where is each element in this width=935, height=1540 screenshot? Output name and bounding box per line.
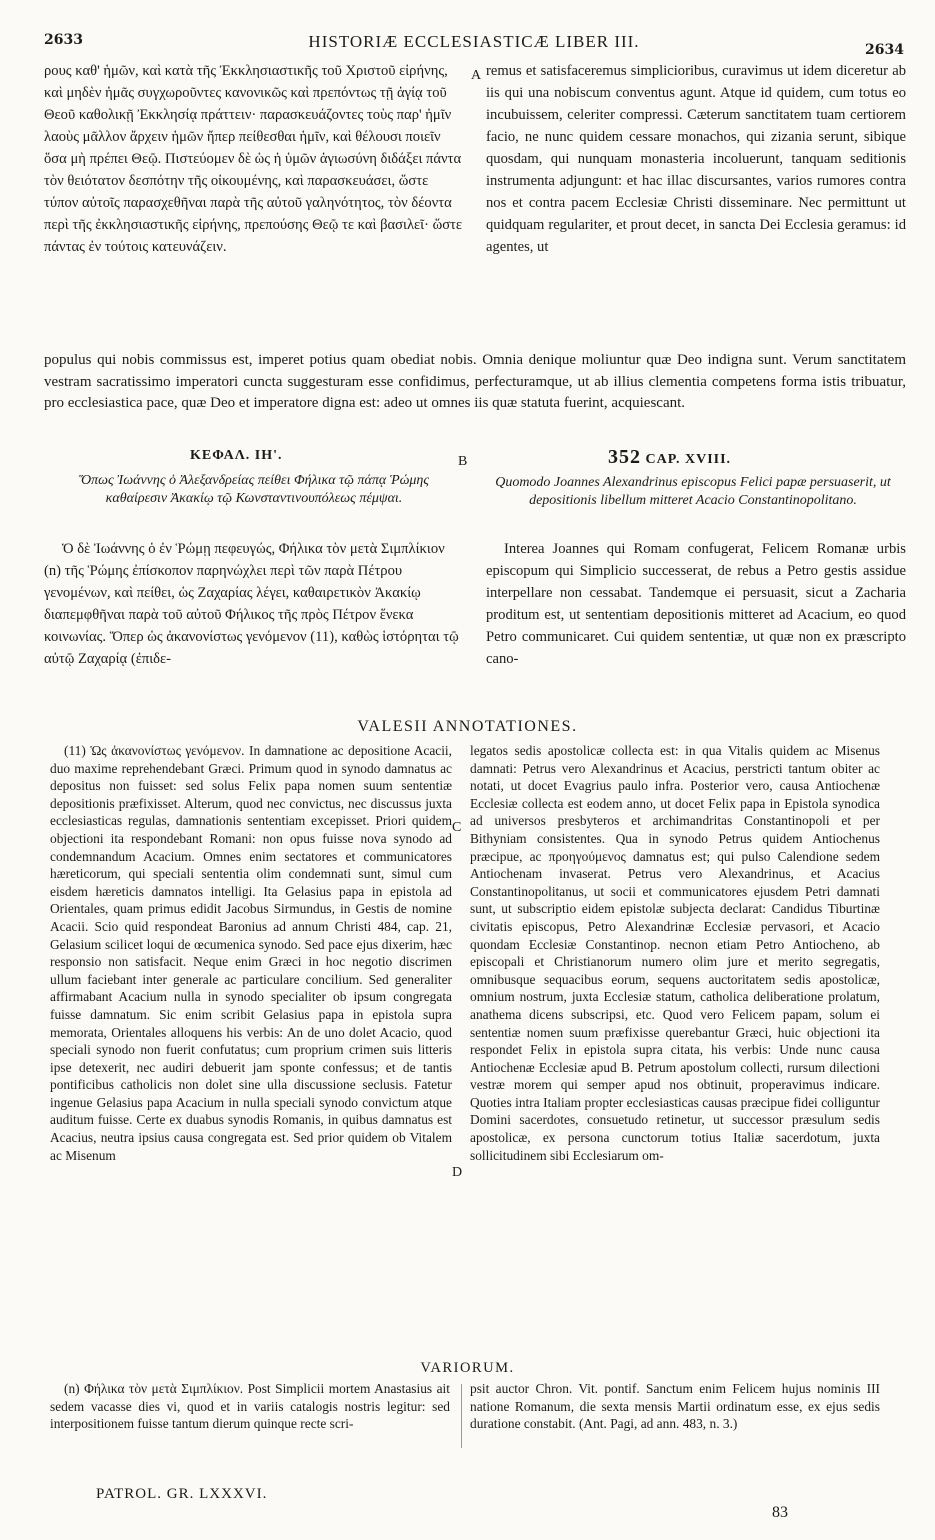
running-header	[44, 32, 904, 56]
variorum-heading: VARIORUM.	[420, 1360, 515, 1376]
margin-marker-b: B	[458, 454, 468, 469]
latin-chapter-subtitle: Quomodo Joannes Alexandrinus episcopus Felici papæ persuaserit, ut depositionis libellum mitteret Acacio Constantinopolitano.	[495, 475, 891, 508]
greek-text-chapter: Ὁ δὲ Ἰωάννης ὁ ἐν Ῥώμῃ πεφευγώς, Φήλικα τὸν μετὰ Σιμπλίκιον (n) τῆς Ῥώμης ἐπίσκοπον παρηνώχλει περὶ τῶν παρὰ Πέτρου γενομένων, καὶ πείθει, ὡς Ζαχαρίας λέγει, καθαιρετικὸν Ἀκακίῳ διαπεμφθῆναι παρὰ τοῦ αὐτοῦ Φήλικος τῆς πρὸς Πέτρον ἕνεκα κοινωνίας. Ὅπερ ὡς ἀκανονίστως γενόμενον (11), καθὼς ἱστόρηται τῷ αὐτῷ Ζαχαρίᾳ (ἐπιδε-	[44, 541, 459, 667]
chapter-page-number: 352	[608, 446, 641, 468]
footer-patrologia: PATROL. GR. LXXXVI.	[96, 1486, 268, 1502]
greek-column-top	[44, 60, 464, 258]
annotations-heading: VALESII ANNOTATIONES.	[357, 718, 578, 735]
annotation-left-column: (11) Ὡς ἀκανονίστως γενόμενον. In damnatione ac depositione Acacii, duo maxime reprehendebant Græci. Primum quod in synodo damnatus ac depositus non fuisset: sed solus Felix papa nomen suum sententiæ depositionis præfixisset. Alterum, quod nec convictus, nec discussus juxta ecclesiasticas regulas, damnationis sententiam excepisset. Priori quidem objectioni ita respondebant Romani: non opus fuisse nova synodo ad condemnandum Acacium. Omnes enim sectatores et communicatores hæreticorum, qui speciali sententia olim condemnati sunt, simul cum eisdem hæreticis damnatos intelligi. Ita Gelasius papa in epistola ad Orientales, quam primus edidit Jacobus Sirmundus, in Gestis de nomine Acacii. Scio quid respondeat Baronius ad annum Christi 484, cap. 21, Gelasium scilicet loqui de œcumenica synodo. Sed pace ejus dixerim, hæc responsio non satisfacit. Neque enim Græci in hoc negotio discrimen ullum faciebant inter generale ac particulare concilium. Sed generaliter affirmabant Acacium nulla in synodo specialiter ob ipsum congregata fuisse damnatum. Sic enim scribit Gelasius papa in epistola supra memorata, Orientales alloquens his verbis: An de uno dolet Acacio, quod speciali synodo non fuerit confutatus; cum proprium crimen suis litteris ipse detexerit, nec audiri debuerit jam sponte confessus; et de tantis pontificibus catholicis non dolet sine ulla discussione seclusis. Fatetur ingenue Gelasius papa Acacium in nulla speciali synodo convictum atque auditum fuisse. Certe ex duabus synodis Romanis, in quibus damnatus est Acacius, neutra ipsius causa congregata est. Sed prior quidem ob Vitalem ac Misenum	[50, 743, 452, 1163]
page-number-left: 2633	[44, 32, 83, 48]
annotation-right-column: legatos sedis apostolicæ collecta est: in qua Vitalis quidem ac Misenus damnati: Petrus vero Alexandrinus et Acacius, perstricti tantum obiter ac notati, ut docet Evagrius paulo infra. Posterior vero, causa Antiochenæ Ecclesiæ collecta est eodem anno, ut docet Felix papa in Epistola synodica ad universos presbyteros et archimandritas Constantinopoli et per Bithyniam consistentes. Qua in synodo Petrus quidem Antiochenus præcipue, ac προηγούμενος damnatus est; qui pulso Calendione sedem Antiochenam invaserat. Petrus vero Alexandrinus, et Acacius Constantinopolitanus, ut socii et communicatores ejusdem Petri damnati sunt, ut subscriptio eidem epistolæ subjecta declarat: Candidus Tiburtinæ civitatis episcopus, Petro Alexandrinæ Ecclesiæ pervasori, et Acacio quondam Ecclesiæ Constantinop. necnon etiam Petro Antiocheno, ab episcopali et Christianorum numero olim jure et merito segregatis, omnibusque sequacibus eorum, sequens auctoritatem sedis apostolicæ, omnium nostrum, juxta Ecclesiæ statum, catholica deliberatione prolatum, anathema dicens subscripsi, etc. Quod vero Felicem papam, solum ei sententiæ nomen suum præfixisse querebantur Græci, huic objectioni ita respondet Felix in epistola supra citata, his verbis: Unde nunc causa Antiochenæ Ecclesiæ apud B. Petrum apostolum collecti, rursum dilectioni vestræ morem qui semper apud nos obtinuit, properavimus indicare. Quoties intra Italiam propter ecclesiasticas causas præcipue fidei colliguntur Domini sacerdotes, consuetudo retinetur, ut successor præsulum sedis apostolicæ, ex persona cunctorum totius Italiæ sacerdotum, juxta sollicitudinem sibi Ecclesiarum om-	[470, 743, 880, 1163]
margin-marker-d: D	[452, 1165, 463, 1180]
margin-marker-c: C	[452, 820, 462, 835]
latin-full-width-text: populus qui nobis commissus est, imperet potius quam obediat nobis. Omnia denique moliuntur quæ Deo indigna sunt. Verum sanctitatem vestram sacratissimo imperatori cuncta suggesturam esse confidimus, perfecturamque, ut ab illius clementia competens forma istis tribuatur, pro ecclesiastica pace, quæ Deo et imperatore digna est: adeo ut omnes iis quæ statuta fuerint, acquiescant.	[44, 352, 906, 411]
variorum-right-column: psit auctor Chron. Vit. pontif. Sanctum enim Felicem hujus nominis III natione Romanum, die sexta mensis Martii ordinatum esse, ex ejus sedis duratione constabit. (Ant. Pagi, ad ann. 483, n. 3.)	[470, 1381, 880, 1432]
latin-chapter-label: CAP. XVIII.	[645, 452, 732, 467]
running-title: HISTORIÆ ECCLESIASTICÆ LIBER III.	[308, 32, 640, 51]
variorum-left-column: (n) Φήλικα τὸν μετὰ Σιμπλίκιον. Post Simplicii mortem Anastasius ait sedem vacasse dies vi, quod et in variis catalogis nostris legitur: sed interpositionem fuisse tantum dierum quinque recte scri-	[50, 1381, 450, 1432]
page-number-right: 2634	[865, 42, 904, 58]
latin-column-chapter	[486, 538, 906, 670]
latin-chapter-heading	[608, 446, 731, 469]
latin-text-chapter: Interea Joannes qui Romam confugerat, Felicem Romanæ urbis episcopum qui Simplicio successerat, de rebus a Petro gestis assidue interpellare non cessabat. Tandemque ei persuasit, sicut a Zacharia proditum est, ut sententiam depositionis mitteret ad Acacium, eo quod Petro communicaret. Cui quidem sententiæ, ut quæ non ex præscripto cano-	[486, 541, 906, 667]
footer-signature: 83	[772, 1504, 788, 1521]
greek-chapter-heading: ΚΕΦΑΛ. ΙΗ'.	[190, 448, 283, 463]
greek-text-top: ρους καθ' ἡμῶν, καὶ κατὰ τῆς Ἐκκλησιαστικῆς τοῦ Χριστοῦ εἰρήνης, καὶ μηδὲν ἡμᾶς συγχωροῦντες κανονικῶς καὶ πρεπόντως τῇ ἁγίᾳ τοῦ Θεοῦ καθολικῇ Ἐκκλησίᾳ πράττειν· παρασκευάζοντες τοὺς παρ' ἡμῖν λαοὺς μᾶλλον ἄρχειν ἡμῶν ἤπερ πείθεσθαι ἡμῖν, καὶ θέλουσι ποιεῖν ὅσα μὴ πρέπει Θεῷ. Πιστεύομεν δὲ ὡς ἡ ὑμῶν ἁγιωσύνη διδάξει πάντα τὸν θειότατον δεσπότην τῆς οἰκουμένης, καὶ παρασκευάσει, ὥστε τύπον αὐτοῖς παρασχεθῆναι παρὰ τῆς αὐτοῦ γαληνότητος, τὸν δέοντα περὶ τῆς ἐκκλησιαστικῆς εἰρήνης, πρεπούσης Θεῷ τε καὶ βασιλεῖ· ὥστε πάντας ἐν τούτοις κατευνάζειν.	[44, 63, 463, 255]
greek-column-chapter	[44, 538, 464, 670]
greek-chapter-subtitle: Ὅπως Ἰωάννης ὁ Ἀλεξανδρείας πείθει Φήλικα τῷ πάπᾳ Ῥώμης καθαίρεσιν Ἀκακίῳ τῷ Κωνσταντινουπόλεως πέμψαι.	[78, 473, 430, 506]
latin-text-top: remus et satisfaceremus simplicioribus, curavimus ut idem diceretur ab iis qui una nobiscum conventus agunt. Atque id quidem, cum totus eo incubuissem, celeriter compressi. Cæterum sanctitatem tuam certiorem facio, ne nunc quidem cessare monachos, qui zizania serunt, sibique quosdam, qui nunquam monasteria incoluerunt, tanquam seditionis instrumenta adjungunt: et hac illac discursantes, varios rumores contra nos et contra pacem Ecclesiæ Christi disseminare. Nec permittunt ut quidquam regulariter, et prout decet, in sancta Dei Ecclesia geramus: id agentes, ut	[486, 63, 906, 255]
margin-marker-a: A	[471, 68, 482, 83]
column-divider	[461, 1384, 462, 1448]
latin-column-top	[486, 60, 906, 258]
